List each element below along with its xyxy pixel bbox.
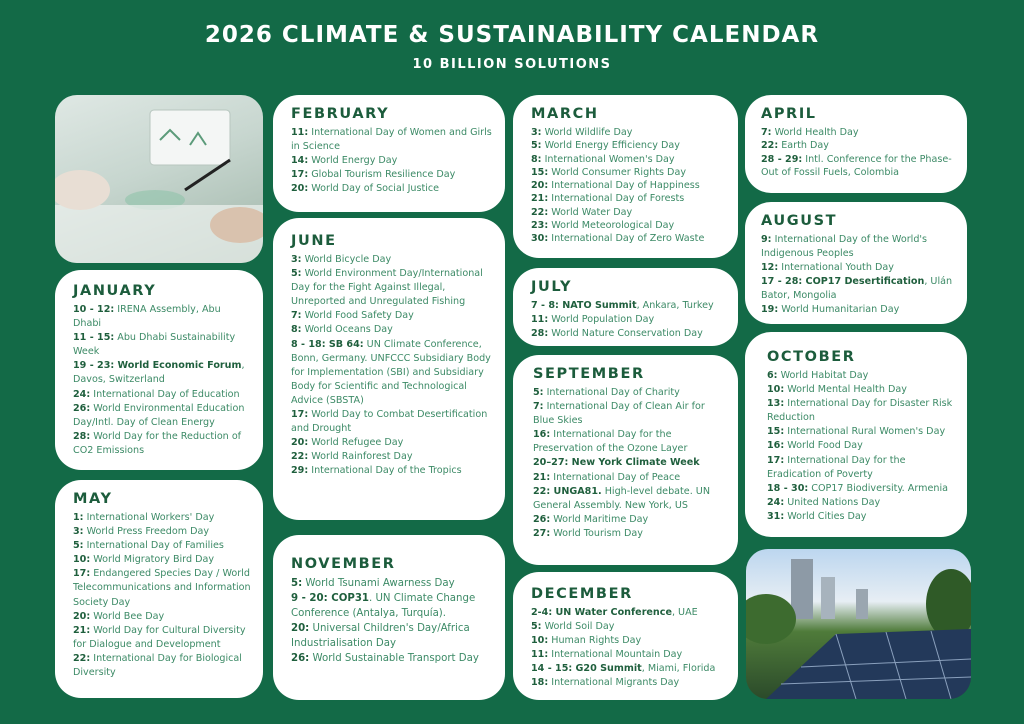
- event-name: Earth Day: [778, 140, 829, 152]
- event-date: 5:: [533, 387, 544, 398]
- event-date: 21:: [73, 624, 91, 636]
- event-name: World Soil Day: [541, 621, 615, 633]
- event-name: Intl. Conference for the Phase-Out of Fossil Fuels, Colombia: [761, 153, 952, 178]
- event-date: 14:: [291, 155, 309, 167]
- event-name: World Press Freedom Day: [83, 526, 210, 538]
- event-name: International Workers' Day: [83, 512, 215, 523]
- event-name: World Sustainable Transport Day: [309, 653, 479, 664]
- event-date: 30:: [531, 233, 549, 245]
- event-date: 16:: [767, 440, 785, 452]
- event-date: 17:: [291, 409, 309, 421]
- event-name: International Day of the Tropics: [308, 465, 462, 477]
- event-date: 5:: [291, 268, 302, 280]
- event-date: 27:: [533, 527, 551, 539]
- event-name: World Tourism Day: [550, 527, 643, 539]
- event-item: [291, 182, 493, 196]
- event-item: [291, 154, 493, 168]
- event-item: [767, 510, 955, 524]
- event-date: 22:: [533, 485, 551, 497]
- event-item: [291, 168, 493, 182]
- event-date: 24:: [767, 496, 785, 508]
- july-events-list: [531, 299, 726, 341]
- event-date: 10:: [767, 384, 785, 396]
- event-name: International Migrants Day: [548, 677, 680, 689]
- event-item: [291, 464, 493, 478]
- event-name: International Day of Happiness: [548, 180, 700, 192]
- september-events-list: [533, 386, 726, 541]
- month-card-november: [273, 535, 505, 700]
- event-date: 10:: [73, 554, 91, 566]
- event-item: [291, 621, 493, 651]
- event-date: 11 - 15:: [73, 332, 115, 344]
- event-item: [291, 338, 493, 408]
- event-date: 2-4:: [531, 607, 553, 618]
- event-name: World Day to Combat Desertification and Drought: [291, 409, 488, 435]
- event-name: International Day of Women and Girls in Science: [291, 127, 492, 153]
- event-date: 9:: [761, 234, 772, 245]
- month-card-september: [513, 355, 738, 565]
- event-date: 17 - 28:: [761, 276, 803, 288]
- event-item: [533, 386, 726, 400]
- event-name: World Day of Social Justice: [308, 183, 440, 195]
- event-date: 21:: [531, 193, 549, 205]
- event-date: 22:: [761, 140, 779, 152]
- month-card-august: [745, 202, 967, 324]
- event-item: [73, 359, 251, 387]
- month-heading: FEBRUARY: [291, 106, 390, 122]
- event-date: 10:: [531, 635, 549, 647]
- event-date: 7 - 8:: [531, 300, 559, 311]
- event-date: 26:: [291, 653, 310, 664]
- event-item: [291, 253, 493, 267]
- event-date: 20–27:: [533, 457, 569, 469]
- event-item: [533, 471, 726, 485]
- event-item: [73, 388, 251, 402]
- event-name: International Youth Day: [778, 262, 894, 274]
- event-highlight: NATO Summit: [558, 300, 637, 311]
- event-date: 1:: [73, 512, 84, 523]
- event-item: [531, 179, 726, 192]
- event-name: World Consumer Rights Day: [548, 166, 687, 178]
- event-date: 31:: [767, 510, 785, 522]
- event-name: World Meteorological Day: [548, 220, 675, 232]
- april-events-list: [761, 126, 955, 179]
- event-name: International Day of Families: [83, 540, 224, 552]
- month-heading: DECEMBER: [531, 586, 633, 602]
- event-item: [291, 309, 493, 323]
- event-date: 5:: [531, 140, 542, 152]
- event-name: International Day of the World's Indigenous Peoples: [761, 234, 928, 260]
- month-heading: NOVEMBER: [291, 556, 396, 572]
- event-name: , Ulán Bator, Mongolia: [761, 276, 953, 302]
- event-date: 19 - 23:: [73, 360, 115, 372]
- event-date: 28:: [73, 430, 91, 442]
- event-date: 21:: [533, 471, 551, 483]
- month-heading: JANUARY: [73, 283, 157, 299]
- event-name: World Day for the Reduction of CO2 Emissions: [73, 430, 242, 456]
- event-name: World Rainforest Day: [308, 451, 413, 463]
- event-item: [291, 267, 493, 309]
- event-name: International Day for the Preservation of the Ozone Layer: [533, 429, 688, 455]
- event-highlight: New York Climate Week: [568, 457, 700, 469]
- event-name: Universal Children's Day/Africa Industrialisation Day: [291, 623, 470, 649]
- month-card-february: [273, 95, 505, 212]
- event-date: 20:: [291, 183, 309, 195]
- event-date: 24:: [73, 388, 91, 400]
- event-date: 15:: [531, 166, 549, 178]
- event-date: 16:: [533, 429, 551, 441]
- event-item: [73, 331, 251, 359]
- november-events-list: [291, 576, 493, 666]
- event-name: International Day of Zero Waste: [548, 233, 705, 245]
- event-date: 5:: [291, 578, 303, 589]
- event-item: [531, 139, 726, 152]
- event-item: [73, 511, 251, 525]
- october-events-list: [767, 369, 955, 524]
- event-item: [531, 219, 726, 232]
- event-item: [761, 126, 955, 139]
- event-item: [531, 327, 726, 341]
- month-card-march: [513, 95, 738, 258]
- february-events-list: [291, 126, 493, 196]
- event-name: Global Tourism Resilience Day: [308, 169, 456, 181]
- event-item: [761, 303, 955, 317]
- event-item: [73, 430, 251, 458]
- event-date: 28 - 29:: [761, 153, 803, 165]
- june-events-list: [291, 253, 493, 479]
- event-name: , UAE: [671, 607, 698, 618]
- event-name: IRENA Assembly, Abu Dhabi: [73, 304, 221, 330]
- event-date: 29:: [291, 465, 309, 477]
- month-heading: JUNE: [291, 233, 337, 249]
- event-date: 20:: [291, 437, 309, 449]
- event-date: 6:: [767, 370, 778, 381]
- event-name: . UN Climate Change Conference (Antalya, Turquía).: [291, 593, 476, 619]
- event-name: International Day of Clean Air for Blue Skies: [533, 401, 705, 427]
- event-name: International Day for Disaster Risk Reduction: [767, 398, 953, 424]
- month-heading: MARCH: [531, 106, 599, 122]
- event-item: [291, 576, 493, 591]
- event-name: , Ankara, Turkey: [636, 300, 714, 311]
- month-heading: JULY: [531, 279, 573, 295]
- event-item: [533, 428, 726, 456]
- event-item: [73, 624, 251, 652]
- event-name: International Day for the Eradication of Poverty: [767, 454, 906, 480]
- event-name: , Davos, Switzerland: [73, 360, 245, 386]
- event-item: [531, 676, 726, 690]
- event-name: World Refugee Day: [308, 437, 404, 449]
- event-date: 15:: [767, 426, 785, 438]
- event-item: [291, 323, 493, 337]
- event-item: [767, 369, 955, 383]
- event-name: World Health Day: [771, 127, 859, 138]
- event-name: World Population Day: [548, 314, 655, 326]
- event-date: 20:: [73, 610, 91, 622]
- event-name: World Wildlife Day: [541, 127, 633, 138]
- event-date: 22:: [73, 652, 91, 664]
- event-name: World Energy Efficiency Day: [541, 140, 680, 152]
- page-title: 2026 CLIMATE & SUSTAINABILITY CALENDAR: [204, 22, 820, 48]
- event-item: [533, 485, 726, 513]
- month-heading: APRIL: [761, 106, 817, 122]
- event-item: [531, 126, 726, 139]
- event-highlight: COP31: [327, 593, 369, 604]
- event-name: Endangered Species Day / World Telecommunications and Information Society Day: [73, 568, 251, 608]
- month-heading: SEPTEMBER: [533, 366, 645, 382]
- event-date: 7:: [291, 310, 302, 322]
- event-name: , Miami, Florida: [641, 663, 716, 675]
- event-name: UN Climate Conference, Bonn, Germany. UNFCCC Subsidiary Body for Implementation (SBI) and Subsidiary Body for Scientific and Technological Advice (SBSTA): [291, 338, 491, 406]
- event-name: International Rural Women's Day: [784, 426, 946, 438]
- event-item: [291, 436, 493, 450]
- event-name: World Day for Cultural Diversity for Dialogue and Development: [73, 624, 246, 650]
- event-date: 5:: [73, 540, 84, 552]
- event-item: [767, 425, 955, 439]
- event-name: World Migratory Bird Day: [90, 554, 215, 566]
- event-date: 7:: [761, 127, 772, 138]
- december-events-list: [531, 606, 726, 691]
- event-date: 9 - 20:: [291, 593, 328, 604]
- event-name: COP17 Biodiversity. Armenia: [808, 482, 948, 494]
- event-name: International Day of Peace: [550, 471, 681, 483]
- event-item: [767, 383, 955, 397]
- event-item: [73, 553, 251, 567]
- event-date: 20:: [531, 180, 549, 192]
- event-date: 19:: [761, 304, 779, 316]
- month-card-july: [513, 268, 738, 346]
- event-date: 22:: [291, 451, 309, 463]
- event-item: [767, 482, 955, 496]
- event-date: 10 - 12:: [73, 304, 115, 315]
- event-name: International Day for Biological Diversity: [73, 652, 242, 679]
- event-date: 13:: [767, 398, 785, 410]
- event-date: 8 - 18:: [291, 338, 326, 350]
- event-date: 3:: [73, 526, 84, 538]
- event-name: World Cities Day: [784, 510, 867, 522]
- event-date: 22:: [531, 206, 549, 218]
- month-heading: AUGUST: [761, 213, 838, 229]
- event-item: [533, 400, 726, 428]
- month-card-april: [745, 95, 967, 193]
- event-name: World Tsunami Awarness Day: [302, 578, 455, 589]
- event-highlight: UN Water Conference: [552, 607, 672, 618]
- event-item: [291, 651, 493, 666]
- event-date: 11:: [531, 649, 549, 661]
- event-item: [291, 591, 493, 621]
- event-name: International Mountain Day: [548, 649, 683, 661]
- event-item: [761, 153, 955, 180]
- event-date: 17:: [767, 454, 785, 466]
- meeting-illustration-icon: [55, 95, 263, 263]
- event-date: 8:: [531, 153, 542, 165]
- event-name: Abu Dhabi Sustainability Week: [73, 332, 236, 358]
- event-date: 26:: [73, 402, 91, 414]
- march-events-list: [531, 126, 726, 246]
- event-item: [73, 610, 251, 624]
- event-highlight: World Economic Forum: [114, 360, 242, 372]
- event-name: World Bee Day: [90, 610, 165, 622]
- event-item: [73, 402, 251, 430]
- event-highlight: SB 64:: [325, 338, 364, 350]
- event-date: 18:: [531, 677, 549, 689]
- event-item: [531, 313, 726, 327]
- month-card-may: [55, 480, 263, 698]
- event-name: United Nations Day: [784, 496, 881, 508]
- event-name: World Mental Health Day: [784, 384, 907, 396]
- event-item: [291, 126, 493, 154]
- event-name: World Habitat Day: [777, 370, 869, 381]
- event-name: World Oceans Day: [301, 324, 393, 336]
- event-item: [291, 450, 493, 464]
- business-meeting-photo: [55, 95, 263, 263]
- event-item: [761, 261, 955, 275]
- event-item: [533, 527, 726, 541]
- event-item: [73, 652, 251, 680]
- month-card-june: [273, 218, 505, 520]
- event-name: World Environmental Education Day/Intl. Day of Clean Energy: [73, 402, 245, 428]
- page-subtitle: 10 BILLION SOLUTIONS: [412, 57, 612, 72]
- event-date: 14 - 15: [531, 663, 569, 675]
- event-date: 23:: [531, 220, 549, 232]
- event-date: 5:: [531, 621, 542, 633]
- event-name: Human Rights Day: [548, 635, 642, 647]
- event-item: [761, 233, 955, 261]
- event-item: [73, 539, 251, 553]
- event-name: World Nature Conservation Day: [548, 328, 703, 340]
- event-name: World Food Safety Day: [301, 310, 414, 322]
- month-heading: MAY: [73, 491, 113, 507]
- event-item: [531, 192, 726, 205]
- event-name: World Environment Day/International Day for the Fight Against Illegal, Unreported and Unregulated Fishing: [291, 268, 483, 308]
- event-item: [761, 275, 955, 303]
- event-item: [73, 567, 251, 609]
- event-item: [761, 139, 955, 152]
- event-item: [767, 397, 955, 425]
- event-item: [531, 166, 726, 179]
- event-date: 28:: [531, 328, 549, 340]
- event-name: International Day of Charity: [543, 387, 680, 398]
- solar-panels-city-photo: [746, 549, 971, 699]
- august-events-list: [761, 233, 955, 318]
- month-card-january: [55, 270, 263, 470]
- event-item: [531, 299, 726, 313]
- event-date: 11:: [531, 314, 549, 326]
- month-heading: OCTOBER: [767, 349, 856, 365]
- event-name: International Day of Forests: [548, 193, 685, 205]
- month-card-october: [745, 332, 967, 537]
- event-date: 3:: [291, 254, 302, 265]
- january-events-list: [73, 303, 251, 458]
- event-item: [531, 232, 726, 245]
- event-item: [531, 153, 726, 166]
- event-date: 17:: [73, 568, 91, 580]
- event-item: [533, 456, 726, 470]
- month-card-december: [513, 572, 738, 700]
- event-date: 8:: [291, 324, 302, 336]
- event-date: 12:: [761, 262, 779, 274]
- event-item: [291, 408, 493, 436]
- event-item: [531, 648, 726, 662]
- event-item: [531, 634, 726, 648]
- event-name: International Day of Education: [90, 388, 240, 400]
- event-name: World Water Day: [548, 206, 633, 218]
- event-date: 20:: [291, 623, 310, 634]
- event-item: [531, 662, 726, 676]
- event-date: 18 - 30:: [767, 482, 809, 494]
- event-name: International Women's Day: [541, 153, 675, 165]
- event-highlight: UNGA81.: [550, 485, 602, 497]
- event-date: 26:: [533, 513, 551, 525]
- event-item: [73, 525, 251, 539]
- event-date: 3:: [531, 127, 542, 138]
- event-item: [767, 496, 955, 510]
- event-item: [533, 513, 726, 527]
- event-name: World Maritime Day: [550, 513, 649, 525]
- event-item: [531, 206, 726, 219]
- event-name: World Humanitarian Day: [778, 304, 900, 316]
- event-date: 7:: [533, 401, 544, 413]
- event-item: [531, 620, 726, 634]
- solar-panels-illustration-icon: [746, 549, 971, 699]
- event-item: [767, 439, 955, 453]
- event-date: 11:: [291, 127, 309, 138]
- event-item: [767, 454, 955, 482]
- event-name: World Bicycle Day: [301, 254, 392, 265]
- may-events-list: [73, 511, 251, 680]
- event-name: World Energy Day: [308, 155, 398, 167]
- event-name: High-level debate. UN General Assembly. New York, US: [533, 485, 711, 511]
- event-date: 17:: [291, 169, 309, 181]
- event-highlight: COP17 Desertification: [802, 276, 925, 288]
- event-item: [531, 606, 726, 620]
- event-item: [73, 303, 251, 331]
- event-name: World Food Day: [784, 440, 863, 452]
- event-highlight: : G20 Summit: [568, 663, 642, 675]
